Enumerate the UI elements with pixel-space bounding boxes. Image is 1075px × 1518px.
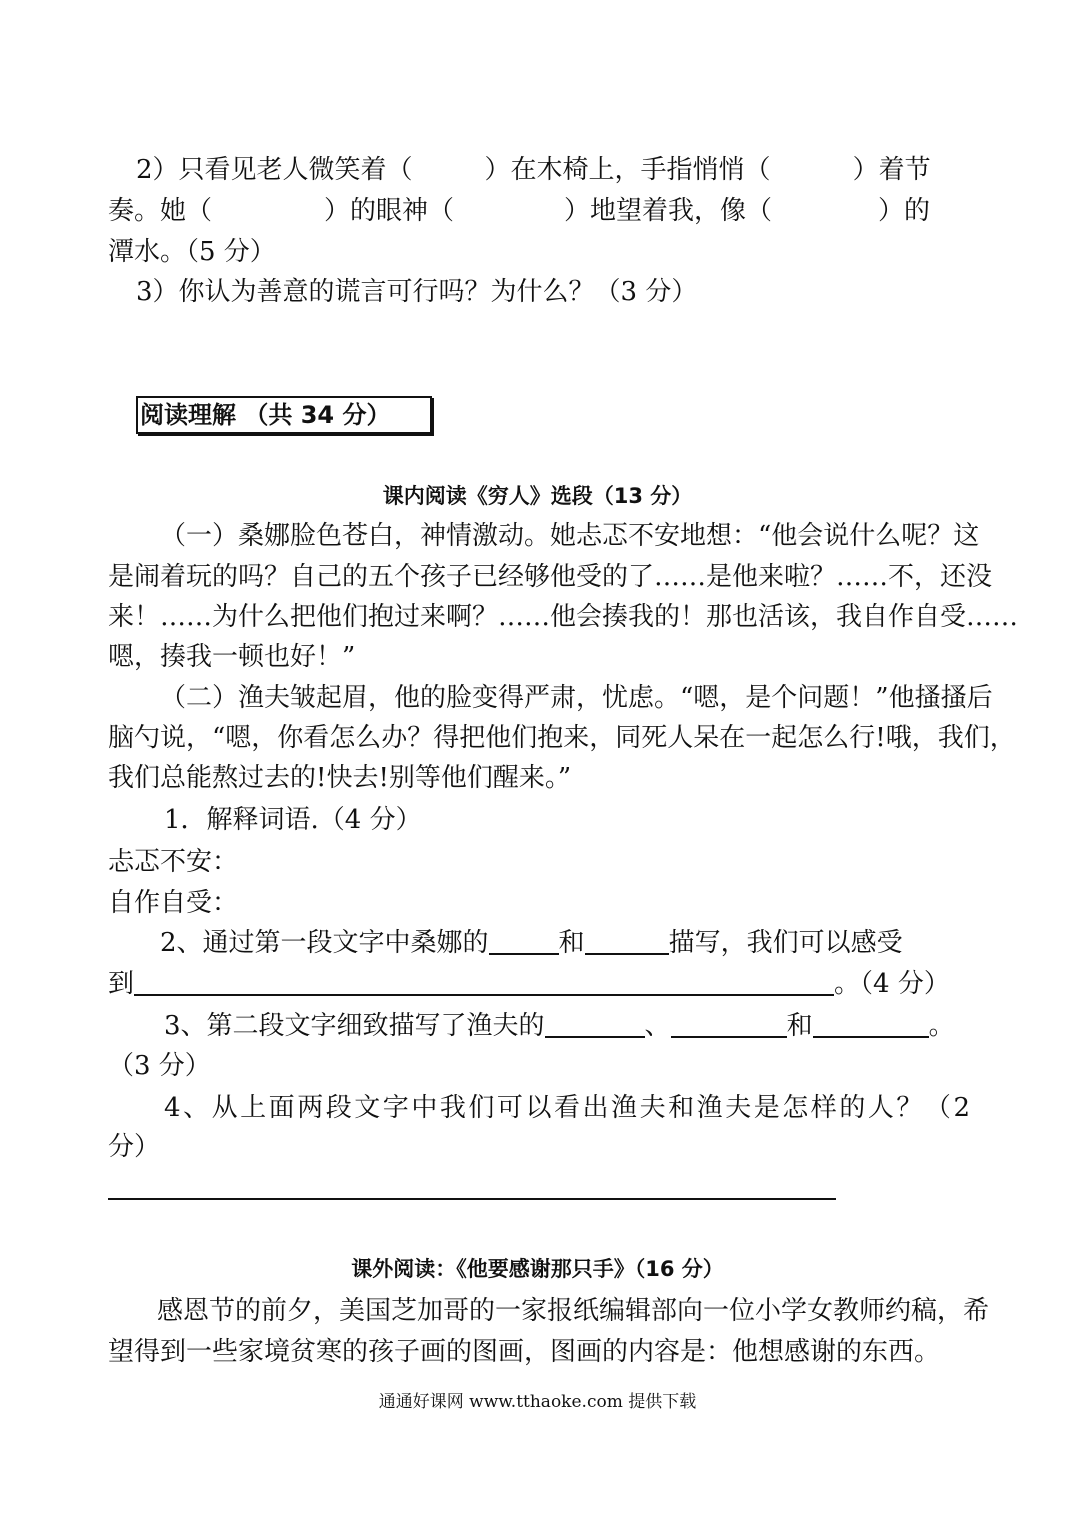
reading1-q3-blank-1: [545, 1006, 645, 1038]
reading1-q1: 1．解释词语.（4 分）: [164, 805, 422, 835]
reading1-para1-line: 来！……为什么把他们抱过来啊？……他会揍我的！那也活该，我自作自受……: [108, 602, 1019, 632]
reading1-para1-line: 是闹着玩的吗？自己的五个孩子已经够他受的了……是他来啦？……不，还没: [108, 562, 993, 592]
reading1-q2-blank-1: [489, 923, 559, 955]
reading2-para-line: 感恩节的前夕，美国芝加哥的一家报纸编辑部向一位小学女教师约稿，希: [157, 1296, 990, 1326]
reading1-q3-blank-2: [671, 1006, 787, 1038]
q2-line-1: 2）只看见老人微笑着（ ）在木椅上，手指悄悄（ ）着节: [136, 155, 931, 185]
reading1-q3-score: （3 分）: [108, 1051, 211, 1081]
reading1-para2-line: 脑勺说，“嗯，你看怎么办？得把他们抱来，同死人呆在一起怎么行!哦，我们，: [108, 723, 1016, 753]
reading2-para-line: 望得到一些家境贫寒的孩子画的图画，图画的内容是：他想感谢的东西。: [108, 1337, 941, 1367]
reading1-q1-word2: 自作自受：: [108, 888, 239, 918]
reading1-q2: 2、通过第一段文字中桑娜的 和 描写，我们可以感受: [160, 923, 970, 963]
reading1-para1-line: 嗯，揍我一顿也好！”: [108, 642, 356, 672]
reading1-q2-blank-2: [585, 923, 669, 955]
reading1-q3: 3、第二段文字细致描写了渔夫的 、 和 。: [164, 1006, 970, 1046]
reading1-q3-blank-3: [813, 1006, 929, 1038]
reading2-title: 课外阅读：《他要感谢那只手》（16 分）: [351, 1257, 724, 1281]
footer: 通通好课网 www.tthaoke.com 提供下载: [378, 1392, 697, 1412]
reading1-q2-blank-3: [134, 964, 834, 996]
section-heading: 阅读理解 （共 34 分）: [136, 396, 432, 434]
reading1-title: 课内阅读《穷人》选段（13 分）: [382, 484, 693, 508]
reading1-para2-line: 我们总能熬过去的!快去!别等他们醒来。”: [108, 763, 572, 793]
reading1-para1-line: （一）桑娜脸色苍白，神情激动。她忐忑不安地想：“他会说什么呢？这: [160, 521, 980, 551]
reading1-q1-word1: 忐忑不安：: [108, 847, 239, 877]
reading1-q2-line2: 到 。（4 分）: [108, 964, 970, 1004]
reading1-para2-line: （二）渔夫皱起眉，他的脸变得严肃，忧虑。“嗯，是个问题！”他搔搔后: [160, 683, 993, 713]
reading1-q4-line2: 分）: [108, 1132, 161, 1162]
q2-line-2: 奏。她（ ）的眼神（ ）地望着我，像（ ）的: [108, 196, 931, 226]
answer-line: [108, 1198, 836, 1200]
q2-line-3: 潭水。（5 分）: [108, 237, 276, 267]
reading1-q4-line1: 4、从上面两段文字中我们可以看出渔夫和渔夫是怎样的人？（2: [164, 1093, 970, 1123]
q3-text: 3）你认为善意的谎言可行吗？为什么？（3 分）: [136, 277, 698, 307]
